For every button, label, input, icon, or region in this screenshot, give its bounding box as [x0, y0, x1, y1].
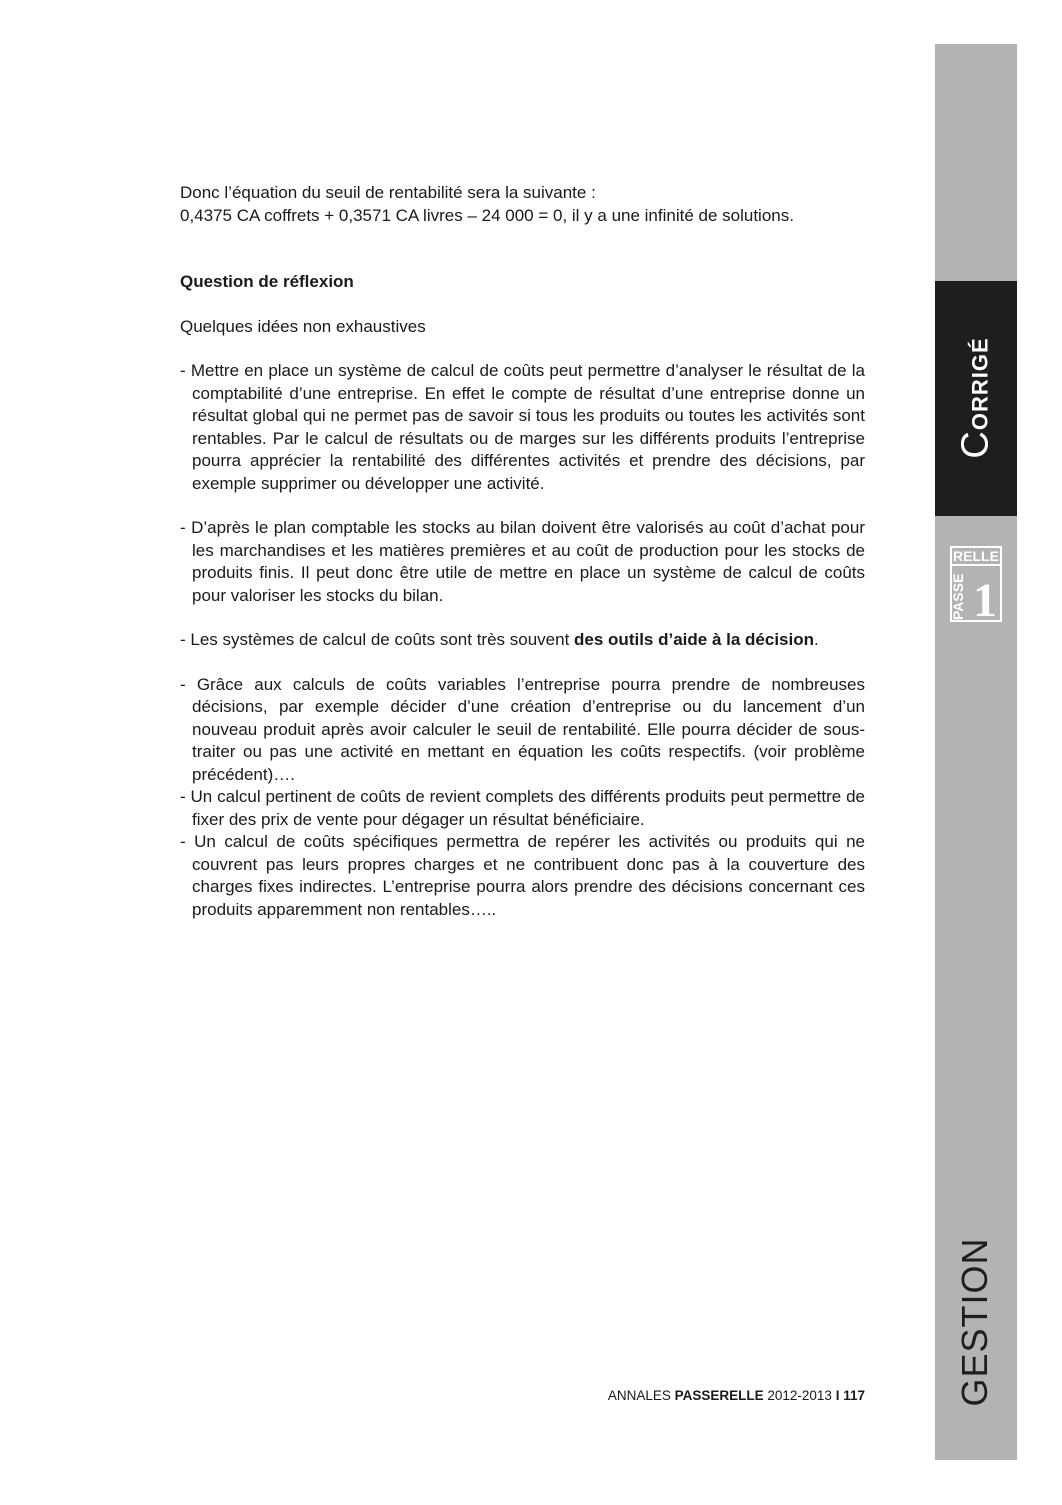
- section-subtitle: Quelques idées non exhaustives: [180, 316, 426, 336]
- sub-bullet-item: - Grâce aux calculs de coûts variables l’entreprise pourra prendre de nombreuses décisions, par exemple décider d’une création d’entreprise ou du lancement d’un nouveau produit après avoir calculer le seuil de rentabilité. Elle pourra décider de sous-traiter ou pas une activité en mettant en équation les coûts respectifs. (voir problème précédent)….: [180, 674, 865, 784]
- spacer: [180, 495, 865, 517]
- page-content: [180, 182, 865, 921]
- gestion-label: GESTION: [954, 1237, 995, 1407]
- spacer: [180, 607, 865, 629]
- bullet-punct: .: [814, 630, 819, 649]
- sub-bullet-item: - Un calcul de coûts spécifiques permettra de repérer les activités ou produits qui ne couvrent pas leurs propres charges et ne contribuent donc pas à la couverture des charges fixes indirectes. L’entreprise pourra alors prendre des décisions concernant ces produits apparemment non rentables…..: [180, 832, 865, 919]
- intro-line-1: Donc l’équation du seuil de rentabilité sera la suivante :: [180, 183, 596, 202]
- footer-separator: I: [835, 1388, 840, 1403]
- bullet-bold-text: des outils d’aide à la décision: [574, 630, 814, 649]
- spacer: [180, 338, 865, 360]
- page-footer: [560, 1388, 865, 1403]
- spacer: [180, 227, 865, 271]
- corrige-rest: ORRIGÉ: [967, 337, 993, 431]
- passerelle-logo: [950, 546, 1002, 622]
- logo-top-text: RELLE: [953, 548, 999, 564]
- section-heading: Question de réflexion: [180, 272, 354, 291]
- footer-years: 2012-2013: [763, 1388, 836, 1403]
- bullet-item: - D’après le plan comptable les stocks au bilan doivent être valorisés au coût d’achat pour les marchandises et les matières premières et au coût de production pour les stocks de produits finis. Il peut donc être utile de mettre en place un système de calcul de coûts pour valoriser les stocks du bilan.: [180, 518, 865, 605]
- spacer: [180, 652, 865, 674]
- page-number: 117: [843, 1388, 865, 1403]
- corrige-label: [955, 337, 998, 458]
- bullet-text: - Les systèmes de calcul de coûts sont très souvent: [180, 630, 575, 649]
- equation-line: 0,4375 CA coffrets + 0,3571 CA livres – 24 000 = 0, il y a une infinité de solutions.: [180, 205, 794, 225]
- bullet-item: - Mettre en place un système de calcul de coûts peut permettre d’analyser le résultat de la comptabilité d’une entreprise. En effet le compte de résultat d’une entreprise donne un résultat global qui ne permet pas de savoir si tous les produits ou toutes les activités sont rentables. Par le calcul de résultats ou de marges sur les différents produits l’entreprise pourra apprécier la rentabilité des différentes activités et prendre des décisions, par exemple supprimer ou développer une activité.: [180, 361, 865, 493]
- corrige-cap: C: [954, 430, 997, 459]
- bullet-item-decision: [180, 629, 865, 652]
- logo-number: 1: [973, 574, 997, 622]
- sub-bullet-item: - Un calcul pertinent de coûts de revient complets des différents produits peut permettre de fixer des prix de vente pour dégager un résultat bénéficiaire.: [180, 787, 865, 829]
- footer-brand: PASSERELLE: [674, 1388, 764, 1403]
- logo-side-text: PASSE: [950, 573, 966, 620]
- spacer: [180, 294, 865, 316]
- footer-prefix: ANNALES: [607, 1388, 675, 1403]
